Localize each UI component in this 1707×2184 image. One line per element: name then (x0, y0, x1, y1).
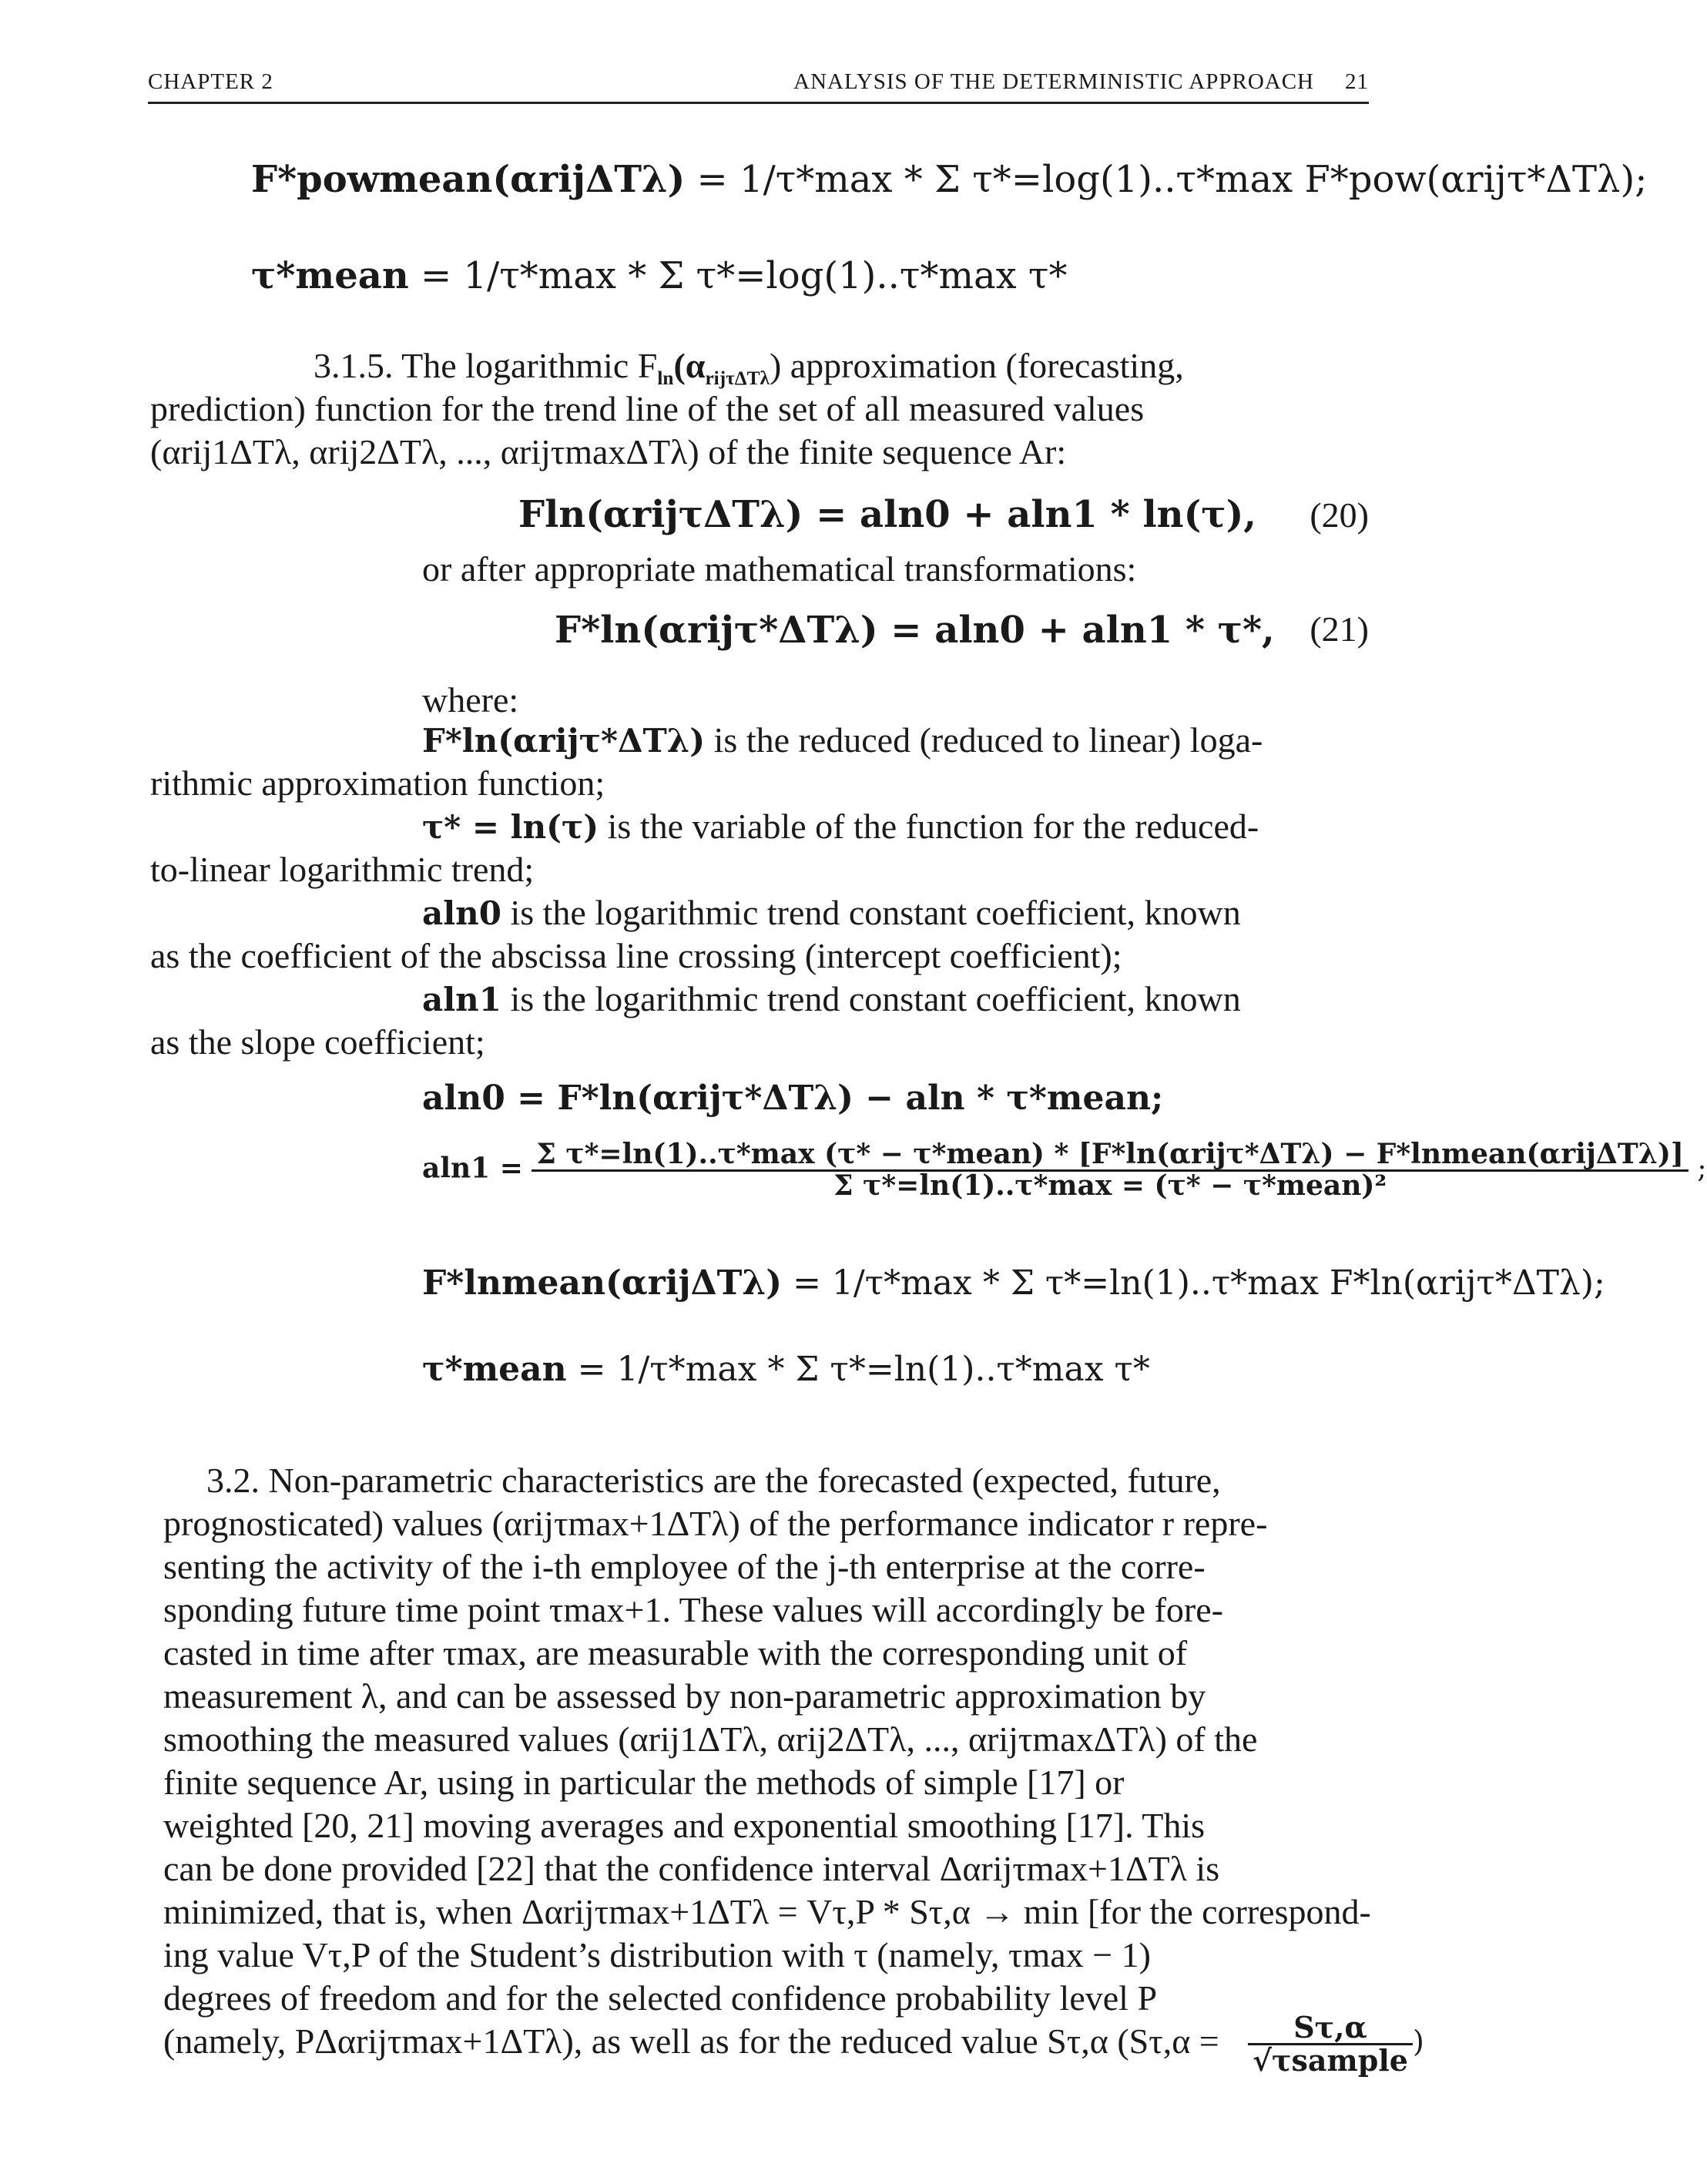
definition-3-term: aln0 (422, 894, 501, 932)
page-number: 21 (1345, 69, 1369, 94)
fraction-s-denominator: √τsample (1253, 2042, 1408, 2078)
after-transform-text: or after appropriate mathematical transformations: (422, 549, 1137, 589)
section-315-line-1: 3.1.5. The logarithmic $F_{ln}(\alpha_{rij\tau\Delta T\lambda})$ approximation (forecasting, (314, 346, 1184, 389)
chapter-label: CHAPTER 2 (148, 69, 273, 94)
section-315-line-3: (αrij1ΔTλ, αrij2ΔTλ, ..., αrijτmaxΔTλ) of the finite sequence Ar: (150, 432, 1067, 471)
definition-1-line-2: rithmic approximation function; (150, 763, 605, 803)
definition-2-term: τ* = ln(τ) (422, 808, 599, 846)
section-32-line: casted in time after τmax, are measurable with the corresponding unit of (163, 1633, 1188, 1672)
section-315-line-2: prediction) function for the trend line of the set of all measured values (150, 389, 1145, 428)
equation-tau-mean-ln (422, 1350, 1150, 1389)
definition-1-term: F*ln(αrijτ*ΔTλ) (422, 722, 706, 760)
equation-powmean (251, 158, 1647, 201)
equation-aln1-denominator: Σ τ*=ln(1)..τ*max = (τ* − τ*mean)² (833, 1169, 1387, 1202)
section-32-line: senting the activity of the i-th employee of the j-th enterprise at the corre- (163, 1547, 1206, 1586)
section-32-line: prognosticated) values (αrijτmax+1ΔTλ) of the performance indicator r repre- (163, 1504, 1268, 1543)
equation-aln1: aln1 = Σ τ*=ln(1)..τ*max (τ* − τ*mean) * [F*ln(αrijτ*ΔTλ) − F*lnmean(αrijΔTλ)] Σ τ*=ln(1)..τ*max = (τ* − τ*mean)² ; (422, 1138, 1707, 1202)
equation-powmean-lhs: F*powmean(αrijΔTλ) (251, 158, 686, 201)
definition-4-line-1: aln1 is the logarithmic trend constant coefficient, known (422, 979, 1241, 1018)
equation-aln0: aln0 = F*ln(αrijτ*ΔTλ) − aln * τ*mean; (422, 1079, 1164, 1118)
section-32-line: smoothing the measured values (αrij1ΔTλ, αrij2ΔTλ, ..., αrijτmaxΔTλ) of the (163, 1719, 1258, 1759)
fraction-s-close: ) (1412, 2024, 1424, 2058)
equation-lnmean-lhs: F*lnmean(αrijΔTλ) (422, 1263, 783, 1303)
section-32-line: degrees of freedom and for the selected confidence probability level P (163, 1978, 1158, 2018)
chapter-title: ANALYSIS OF THE DETERMINISTIC APPROACH (793, 69, 1314, 94)
section-32-line: ing value Vτ,P of the Student’s distribution with τ (namely, τmax − 1) (163, 1935, 1151, 1974)
equation-20: Fln(αrijτΔTλ) = aln0 + aln1 * ln(τ), (518, 493, 1257, 536)
section-32-line: (namely, PΔαrijτmax+1ΔTλ), as well as for the reduced value Sτ,α (Sτ,α = (163, 2021, 1219, 2061)
where-label: where: (422, 680, 519, 720)
equation-aln1-fraction (532, 1140, 1689, 1201)
equation-tau-mean-log-rhs: = 1/τ*max * Σ τ*=log(1)..τ*max τ* (421, 254, 1068, 297)
definition-2-line-1: τ* = ln(τ) is the variable of the function for the reduced- (422, 807, 1259, 846)
equation-tau-mean-log (251, 254, 1067, 297)
equation-21: F*ln(αrijτ*ΔTλ) = aln0 + aln1 * τ*, (555, 609, 1275, 652)
equation-lnmean-rhs: = 1/τ*max * Σ τ*=ln(1)..τ*max F*ln(αrijτ*ΔTλ); (793, 1263, 1605, 1303)
section-32-line: finite sequence Ar, using in particular the methods of simple [17] or (163, 1763, 1125, 1802)
header-rule (148, 102, 1369, 104)
header-right (793, 69, 1369, 95)
equation-lnmean (422, 1263, 1605, 1303)
equation-tau-mean-ln-lhs: τ*mean (422, 1350, 567, 1389)
section-32-line: minimized, that is, when Δαrijτmax+1ΔTλ = Vτ,P * Sτ,α → min [for the correspond- (163, 1892, 1371, 1931)
definition-3-line-2: as the coefficient of the abscissa line crossing (intercept coefficient); (150, 936, 1122, 975)
equation-powmean-rhs: = 1/τ*max * Σ τ*=log(1)..τ*max F*pow(αrijτ*ΔTλ); (696, 158, 1648, 201)
fraction-s-tau (1248, 2012, 1424, 2076)
definition-3-line-1: aln0 is the logarithmic trend constant coefficient, known (422, 893, 1241, 932)
equation-aln1-numerator: Σ τ*=ln(1)..τ*max (τ* − τ*mean) * [F*ln(αrijτ*ΔTλ) − F*lnmean(αrijΔTλ)] (532, 1140, 1689, 1172)
running-header (148, 62, 1369, 103)
equation-20-number: (20) (1310, 495, 1369, 535)
definition-2-line-2: to-linear logarithmic trend; (150, 850, 535, 889)
section-32-line: weighted [20, 21] moving averages and exponential smoothing [17]. This (163, 1806, 1206, 1845)
section-32-line: sponding future time point τmax+1. These values will accordingly be fore- (163, 1590, 1223, 1629)
equation-tau-mean-ln-rhs: = 1/τ*max * Σ τ*=ln(1)..τ*max τ* (577, 1350, 1150, 1389)
definition-4-line-2: as the slope coefficient; (150, 1022, 485, 1062)
definition-4-term: aln1 (422, 981, 501, 1018)
equation-21-number: (21) (1310, 609, 1369, 649)
equation-tau-mean-log-lhs: τ*mean (251, 254, 409, 297)
equation-aln1-lhs: aln1 = (422, 1152, 523, 1185)
fraction-s-numerator: Sτ,α (1248, 2012, 1413, 2045)
definition-1-line-1: F*ln(αrijτ*ΔTλ) is the reduced (reduced to linear) loga- (422, 720, 1263, 760)
section-32-line: measurement λ, and can be assessed by non-parametric approximation by (163, 1676, 1206, 1716)
section-32-line: can be done provided [22] that the confidence interval Δαrijτmax+1ΔTλ is (163, 1849, 1220, 1888)
section-32-line: 3.2. Non-parametric characteristics are the forecasted (expected, future, (206, 1461, 1221, 1500)
